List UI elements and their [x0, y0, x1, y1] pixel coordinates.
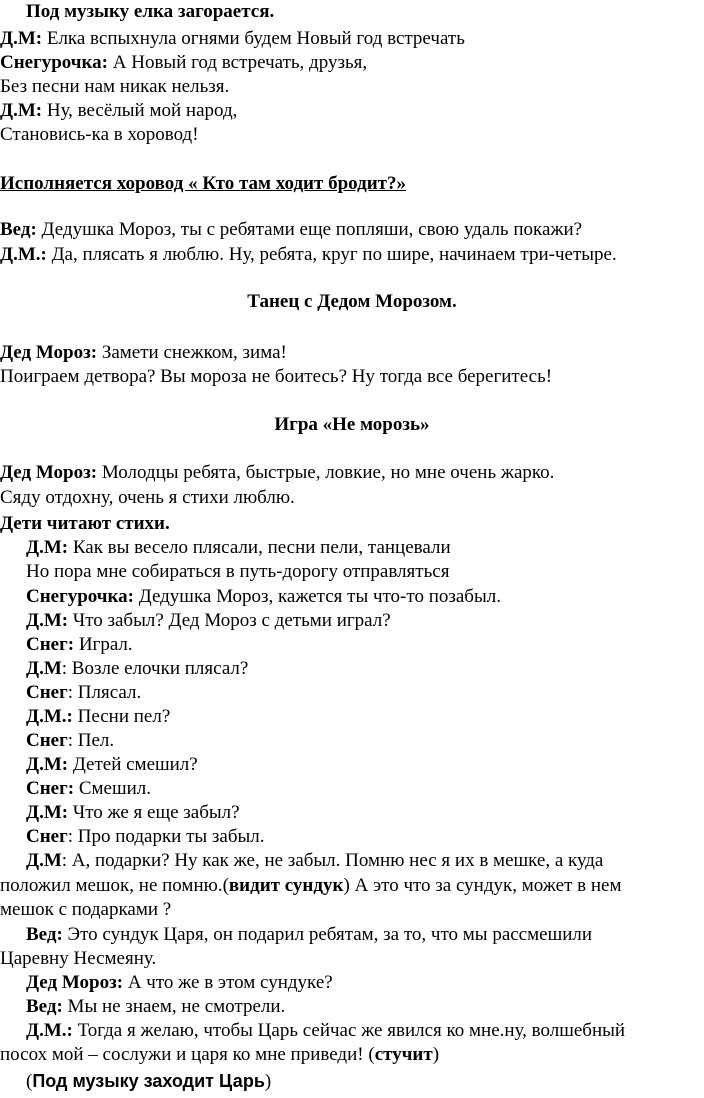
stage-direction: Под музыку елка загорается. — [26, 1, 275, 22]
dialogue-line: Царевну Несмеяну. — [0, 948, 157, 969]
dialogue-line: Д.М: А, подарки? Ну как же, не забыл. Помню нес я их в мешке, а куда — [26, 850, 604, 871]
dialogue-line: Без песни нам никак нельзя. — [0, 76, 230, 97]
stage-direction: (Под музыку заходит Царь) — [26, 1071, 272, 1092]
dialogue-line: Сяду отдохну, очень я стихи люблю. — [0, 487, 295, 508]
dialogue-line: Снег: Про подарки ты забыл. — [26, 826, 265, 847]
dialogue-line: Д.М: Что же я еще забыл? — [26, 802, 240, 823]
dialogue-line: Снегурочка: Дедушка Мороз, кажется ты что-то позабыл. — [26, 586, 501, 607]
speaker-label: Снег — [26, 682, 68, 703]
speaker-label: Снег — [26, 730, 68, 751]
dialogue-line: Дед Мороз: А что же в этом сундуке? — [26, 972, 333, 993]
speaker-label: Вед: — [0, 219, 37, 240]
dialogue-line: Снег: Смешил. — [26, 778, 151, 799]
speaker-label: Дед Мороз: — [0, 342, 98, 363]
speaker-label: Снег: — [26, 634, 75, 655]
dialogue-line: Но пора мне собираться в путь-дорогу отправляться — [26, 561, 450, 582]
dialogue-line: Поиграем детвора? Вы мороза не боитесь? Ну тогда все берегитесь! — [0, 366, 553, 387]
speaker-label: Д.М — [26, 658, 62, 679]
speaker-label: Снег: — [26, 778, 75, 799]
speaker-label: Д.М — [26, 850, 62, 871]
dialogue-line: Д.М.: Да, плясать я люблю. Ну, ребята, круг по шире, начинаем три-четыре. — [0, 244, 617, 265]
speaker-label: Д.М: — [0, 100, 43, 121]
dialogue-line: Снег: Играл. — [26, 634, 133, 655]
speaker-label: Д.М.: — [26, 1020, 73, 1041]
dialogue-line: Д.М: Как вы весело плясали, песни пели, танцевали — [26, 537, 451, 558]
dialogue-line: Д.М: Ну, весёлый мой народ, — [0, 100, 238, 121]
dialogue-line: Д.М.: Тогда я желаю, чтобы Царь сейчас же явился ко мне.ну, волшебный — [26, 1020, 626, 1041]
speaker-label: Снег — [26, 826, 68, 847]
speaker-label: Д.М: — [26, 802, 69, 823]
speaker-label: Д.М: — [26, 754, 69, 775]
dialogue-line: Снегурочка: А Новый год встречать, друзья, — [0, 52, 368, 73]
section-heading: Танец с Дедом Морозом. — [247, 291, 457, 312]
speaker-label: Снегурочка: — [26, 586, 135, 607]
dialogue-line: Д.М: Детей смешил? — [26, 754, 198, 775]
speaker-label: Дед Мороз: — [26, 972, 124, 993]
stage-note: стучит — [374, 1044, 433, 1065]
speaker-label: Вед: — [26, 924, 63, 945]
dialogue-line: Вед: Дедушка Мороз, ты с ребятами еще попляши, свою удаль покажи? — [0, 219, 583, 240]
section-heading: Игра «Не морозь» — [274, 414, 430, 435]
dialogue-line: положил мешок, не помню.(видит сундук) А это что за сундук, может в нем — [0, 875, 622, 896]
speaker-label: Д.М: — [26, 537, 69, 558]
section-heading: Исполняется хоровод « Кто там ходит бродит?» — [0, 173, 406, 194]
dialogue-line: Вед: Мы не знаем, не смотрели. — [26, 996, 286, 1017]
speaker-label: Д.М: — [26, 610, 69, 631]
speaker-label: Вед: — [26, 996, 63, 1017]
dialogue-line: Д.М: Возле елочки плясал? — [26, 658, 249, 679]
stage-direction: Дети читают стихи. — [0, 513, 170, 534]
dialogue-line: Вед: Это сундук Царя, он подарил ребятам, за то, что мы рассмешили — [26, 924, 593, 945]
speaker-label: Д.М.: — [26, 706, 73, 727]
dialogue-line: Становись-ка в хоровод! — [0, 124, 199, 145]
dialogue-line: Дед Мороз: Молодцы ребята, быстрые, ловкие, но мне очень жарко. — [0, 462, 555, 483]
dialogue-line: Д.М.: Песни пел? — [26, 706, 171, 727]
speaker-label: Д.М.: — [0, 244, 47, 265]
speaker-label: Снегурочка: — [0, 52, 109, 73]
dialogue-line: Снег: Пел. — [26, 730, 115, 751]
dialogue-line: Дед Мороз: Замети снежком, зима! — [0, 342, 287, 363]
dialogue-line: Д.М: Что забыл? Дед Мороз с детьми играл? — [26, 610, 391, 631]
speaker-label: Дед Мороз: — [0, 462, 98, 483]
dialogue-line: мешок с подарками ? — [0, 899, 172, 920]
speaker-label: Д.М: — [0, 28, 43, 49]
dialogue-line: Д.М: Елка вспыхнула огнями будем Новый год встречать — [0, 28, 465, 49]
dialogue-line: Снег: Плясал. — [26, 682, 142, 703]
stage-note: Под музыку заходит Царь — [32, 1071, 265, 1091]
dialogue-line: посох мой – сослужи и царя ко мне приведи! (стучит) — [0, 1044, 440, 1065]
stage-note: видит сундук — [228, 875, 344, 896]
